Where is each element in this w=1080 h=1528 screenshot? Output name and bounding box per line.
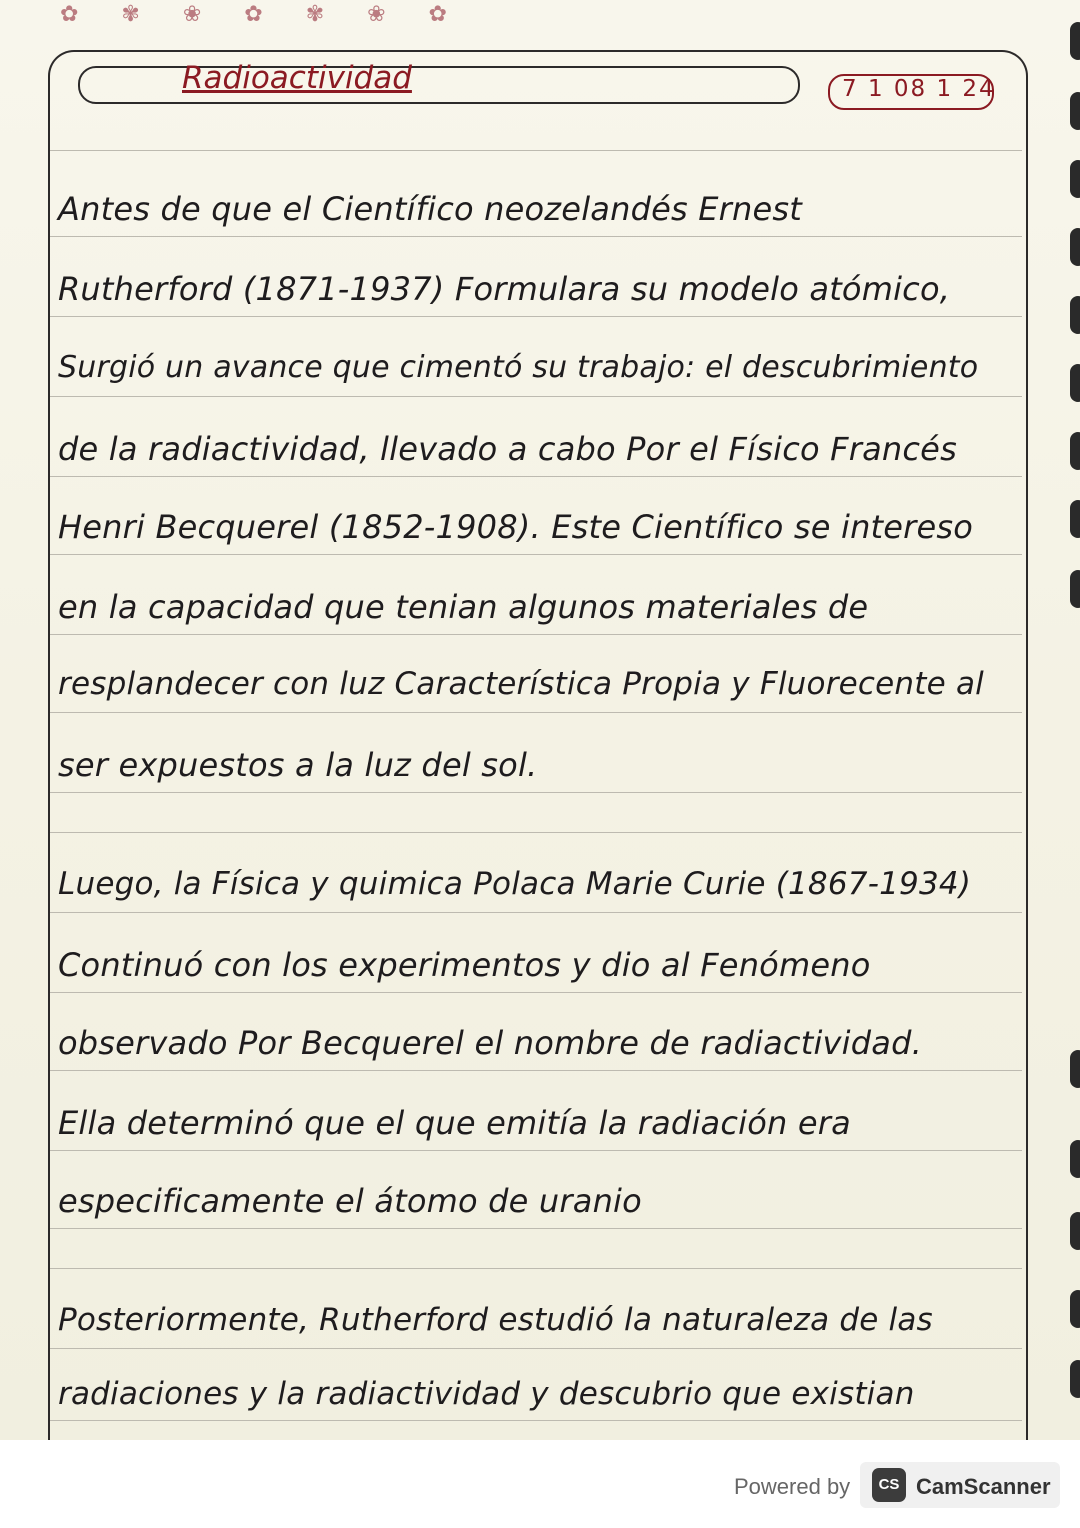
binding-hole: [1070, 570, 1080, 608]
page-border-frame: [48, 50, 1028, 1440]
spiral-binding: [1060, 0, 1080, 1440]
text-line: especificamente el átomo de uranio: [58, 1182, 642, 1220]
ruled-line: [50, 1348, 1022, 1349]
flower-doodles: ✿ ✾ ❀ ✿ ✾ ❀ ✿: [60, 2, 465, 27]
binding-hole: [1070, 1140, 1080, 1178]
text-line: Luego, la Física y quimica Polaca Marie Curie (1867-1934): [58, 866, 972, 902]
text-line: radiaciones y la radiactividad y descubrio que existian: [58, 1376, 915, 1412]
ruled-line: [50, 832, 1022, 833]
powered-by-text: Powered by: [734, 1474, 851, 1499]
text-line: Continuó con los experimentos y dio al Fenómeno: [58, 946, 871, 984]
ruled-line: [50, 992, 1022, 993]
ruled-line: [50, 634, 1022, 635]
text-line: Posteriormente, Rutherford estudió la naturaleza de las: [58, 1302, 933, 1338]
ruled-line: [50, 396, 1022, 397]
binding-hole: [1070, 364, 1080, 402]
binding-hole: [1070, 500, 1080, 538]
binding-hole: [1070, 228, 1080, 266]
ruled-line: [50, 1070, 1022, 1071]
camscanner-brand: CamScanner: [916, 1474, 1051, 1499]
binding-hole: [1070, 1050, 1080, 1088]
binding-hole: [1070, 1290, 1080, 1328]
text-line: Antes de que el Científico neozelandés Ernest: [58, 190, 802, 228]
ruled-line: [50, 476, 1022, 477]
ruled-line: [50, 712, 1022, 713]
text-line: Henri Becquerel (1852-1908). Este Científico se intereso: [58, 508, 974, 546]
ruled-line: [50, 554, 1022, 555]
text-line: Rutherford (1871-1937) Formulara su modelo atómico,: [58, 270, 951, 308]
page-title: Radioactividad: [182, 60, 412, 96]
text-line: resplandecer con luz Característica Propia y Fluorecente al: [58, 666, 984, 702]
ruled-line: [50, 1420, 1022, 1421]
ruled-line: [50, 236, 1022, 237]
ruled-line: [50, 912, 1022, 913]
text-line: Surgió un avance que cimentó su trabajo: el descubrimiento: [58, 350, 979, 385]
binding-hole: [1070, 160, 1080, 198]
page-date: 7 1 08 1 24: [842, 76, 996, 102]
binding-hole: [1070, 22, 1080, 60]
text-line: ser expuestos a la luz del sol.: [58, 746, 538, 784]
text-line: Ella determinó que el que emitía la radiación era: [58, 1104, 851, 1142]
binding-hole: [1070, 432, 1080, 470]
text-line: observado Por Becquerel el nombre de radiactividad.: [58, 1024, 922, 1062]
binding-hole: [1070, 1212, 1080, 1250]
text-line: de la radiactividad, llevado a cabo Por el Físico Francés: [58, 430, 957, 468]
text-line: en la capacidad que tenian algunos materiales de: [58, 588, 869, 626]
ruled-line: [50, 1268, 1022, 1269]
binding-hole: [1070, 1360, 1080, 1398]
ruled-line: [50, 1150, 1022, 1151]
binding-hole: [1070, 92, 1080, 130]
ruled-line: [50, 316, 1022, 317]
binding-hole: [1070, 296, 1080, 334]
ruled-line: [50, 792, 1022, 793]
ruled-line: [50, 1228, 1022, 1229]
ruled-line: [50, 150, 1022, 151]
camscanner-logo-icon: CS: [872, 1468, 906, 1502]
